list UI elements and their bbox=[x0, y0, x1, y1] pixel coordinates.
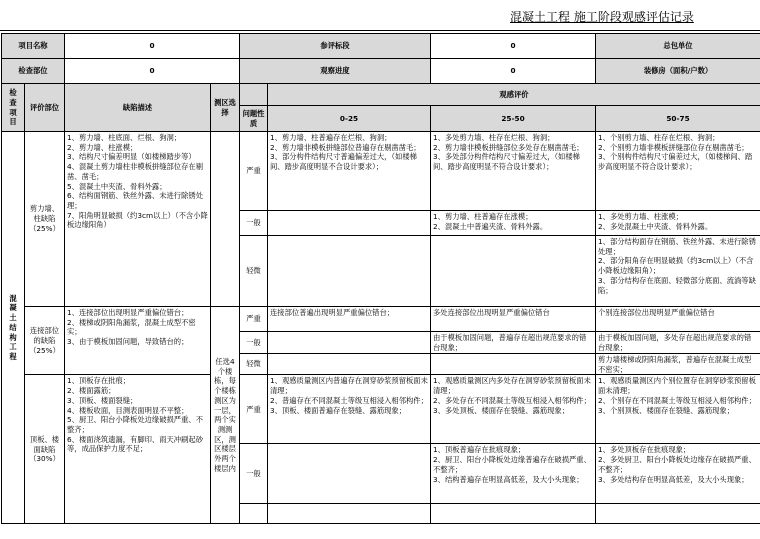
section-label: 连接部位的缺陷（25%） bbox=[25, 307, 65, 375]
main-item-cell: 混凝土结构工程 bbox=[2, 132, 25, 524]
criteria-cell: 1、个别剪力墙、柱存在烂根、狗洞； 2、个别剪力墙非模板拼缝部位存在剔凿凿毛； 3、个别构件结构尺寸偏差过大，（如楼梯间、踏步高度明显不符合设计要求）； bbox=[596, 132, 760, 211]
project-name-value: 0 bbox=[65, 34, 240, 59]
info-row-2 bbox=[2, 59, 760, 84]
blank-cell bbox=[596, 504, 760, 524]
criteria-cell: 个别连接部位出现明显严重偏位错台 bbox=[596, 307, 760, 332]
evaluation-table bbox=[1, 33, 760, 524]
info-row-1 bbox=[2, 34, 760, 59]
criteria-cell: 多处连接部位出现明显严重偏位错台 bbox=[431, 307, 596, 332]
defect-description: 1、顶板存在批痕； 2、楼面露筋； 3、顶板、楼面裂缝； 4、楼板收面，目测表面明显不平整； 5、厨卫、阳台小降板处边缘破损严重、不整齐； 6、楼面浇筑遗漏，有脚印、雨天冲刷起砂等，成品保护力度不足； bbox=[65, 375, 211, 524]
criteria-cell: 1、剪力墙、柱普遍存在涨模； 2、混凝土中普遍夹渣、骨料外露。 bbox=[431, 211, 596, 236]
criteria-cell: 1、多处顶板存在批痕现象； 2、多处厨卫、阳台小降板处边缘存在破损严重、不整齐； 3、多处结构存在明显高低差，及大小头现象； bbox=[596, 444, 760, 504]
reviewer-value: 0 bbox=[431, 34, 596, 59]
criteria-cell: 1、剪力墙、柱普遍存在烂根、狗洞； 2、剪力墙非模板拼缝部位普遍存在剔凿凿毛； 3、部分构件结构尺寸普遍偏差过大，（如楼梯间、踏步高度明显不合设计要求）； bbox=[268, 132, 431, 211]
blank-cell bbox=[268, 504, 431, 524]
reviewer-label: 参评标段 bbox=[240, 34, 431, 59]
check-item-header: 检查项目 bbox=[2, 84, 25, 132]
range-50-75: 50-75 bbox=[596, 106, 760, 132]
progress-value: 0 bbox=[431, 59, 596, 84]
document-title-bar bbox=[0, 0, 760, 30]
criteria-cell bbox=[431, 354, 596, 375]
criteria-cell bbox=[268, 444, 431, 504]
project-name-label: 项目名称 bbox=[2, 34, 65, 59]
criteria-cell: 剪力墙楼梯或阴阳角漏浆，普遍存在混凝土成型不密实； bbox=[596, 354, 760, 375]
criteria-cell: 1、部分结构面存在钢筋、铁丝外露、未进行除锈处理； 2、部分阳角存在明显破损（约3cm以上）（不含小降板边缘阳角）； 3、部分结构存在底面、轻微部分底面、流淌等缺陷； bbox=[596, 236, 760, 307]
criteria-cell bbox=[268, 354, 431, 375]
header-row-1 bbox=[2, 84, 760, 106]
table-row bbox=[2, 132, 760, 211]
perception-header: 观感评价 bbox=[268, 84, 760, 106]
severity-serious: 严重 bbox=[240, 375, 268, 444]
severity-minor: 轻微 bbox=[240, 236, 268, 307]
defect-desc-header: 缺陷描述 bbox=[65, 84, 211, 132]
criteria-cell: 由于模板加固问题，普遍存在超出规范要求的错台现象； bbox=[431, 332, 596, 354]
table-row bbox=[2, 307, 760, 332]
severity-general: 一般 bbox=[240, 444, 268, 504]
defect-description: 1、连接部位出现明显严重偏位错台； 2、楼梯或阴阳角漏浆，混凝土成型不密实； 3、由于模板加固问题，导致错台的； bbox=[65, 307, 211, 375]
criteria-cell: 由于模板加固问题，多处存在超出规范要求的错台现象； bbox=[596, 332, 760, 354]
blank-cell bbox=[431, 504, 596, 524]
blank-cell bbox=[240, 504, 268, 524]
defect-description: 1、剪力墙、柱底面、烂根、狗洞； 2、剪力墙、柱涨模； 3、结构尺寸偏差明显（如楼梯踏步等） 4、混凝土剪力墙柱非模板拼缝部位存在剔凿、凿毛； 5、混凝土中夹渣、骨料外露； 6、结构面钢筋、铁丝外露、未进行除锈处理； 7、阳角明显破损（约3cm以上）（不含小降板边缘阳角） bbox=[65, 132, 211, 307]
severity-general: 一般 bbox=[240, 332, 268, 354]
criteria-cell: 1、观感质量测区内多处存在洞穿砂浆预留板面未清理； 2、多处存在不同混凝土等级互相浸入相邻构件； 3、多处顶板、楼面存在裂缝、露筋现象； bbox=[431, 375, 596, 444]
severity-header: 问题性质 bbox=[240, 106, 268, 132]
section-label: 剪力墙、柱缺陷（25%） bbox=[25, 132, 65, 307]
inspect-part-value: 0 bbox=[65, 59, 240, 84]
area-select-header: 测区选择 bbox=[211, 84, 240, 132]
inspect-part-label: 检查部位 bbox=[2, 59, 65, 84]
header-blank-cell bbox=[240, 84, 268, 106]
criteria-cell: 1、观感质量测区内普遍存在洞穿砂浆预留板面未清理； 2、普遍存在不同混凝土等级互相浸入相邻构件； 3、顶板、楼面普遍存在裂缝、露筋现象； bbox=[268, 375, 431, 444]
top-divider bbox=[0, 30, 760, 31]
severity-minor: 轻微 bbox=[240, 354, 268, 375]
criteria-cell bbox=[268, 332, 431, 354]
severity-general: 一般 bbox=[240, 211, 268, 236]
document-title: 混凝土工程 施工阶段观感评估记录 bbox=[510, 10, 694, 24]
area-label: 装修房（面积/户数） bbox=[596, 59, 760, 84]
criteria-cell: 1、多处剪力墙、柱存在烂根、狗洞； 2、剪力墙非模板拼缝部位多处存在剔凿凿毛； 3、多处部分构件结构尺寸偏差过大，（如楼梯间、踏步高度明显不符合设计要求）； bbox=[431, 132, 596, 211]
criteria-cell bbox=[268, 236, 431, 307]
progress-label: 观察进度 bbox=[240, 59, 431, 84]
severity-serious: 严重 bbox=[240, 307, 268, 332]
area-blank-cell bbox=[211, 132, 240, 307]
contractor-label: 总包单位 bbox=[596, 34, 760, 59]
eval-part-header: 评价部位 bbox=[25, 84, 65, 132]
criteria-cell: 1、顶板普遍存在批痕现象； 2、厨卫、阳台小降板处边缘普遍存在破损严重、不整齐； 3、结构普遍存在明显高低差，及大小头现象； bbox=[431, 444, 596, 504]
criteria-cell bbox=[431, 236, 596, 307]
severity-serious: 严重 bbox=[240, 132, 268, 211]
range-25-50: 25-50 bbox=[431, 106, 596, 132]
criteria-cell: 连接部位普遍出现明显严重偏位错台； bbox=[268, 307, 431, 332]
section-label: 顶板、楼面缺陷（30%） bbox=[25, 375, 65, 524]
criteria-cell bbox=[268, 211, 431, 236]
range-0-25: 0-25 bbox=[268, 106, 431, 132]
criteria-cell: 1、多处剪力墙、柱涨模； 2、多处混凝土中夹渣、骨料外露。 bbox=[596, 211, 760, 236]
area-selection-note: 任选4个楼栋，每个楼栋测区为一层，两个实测测区，测区楼层外两个楼层内 bbox=[211, 307, 240, 524]
criteria-cell: 1、观感质量测区内个别位置存在洞穿砂浆预留板面未清理； 2、个别存在不同混凝土等级互相浸入相邻构件； 3、个别顶板、楼面存在裂缝、露筋现象； bbox=[596, 375, 760, 444]
table-row bbox=[2, 375, 760, 444]
